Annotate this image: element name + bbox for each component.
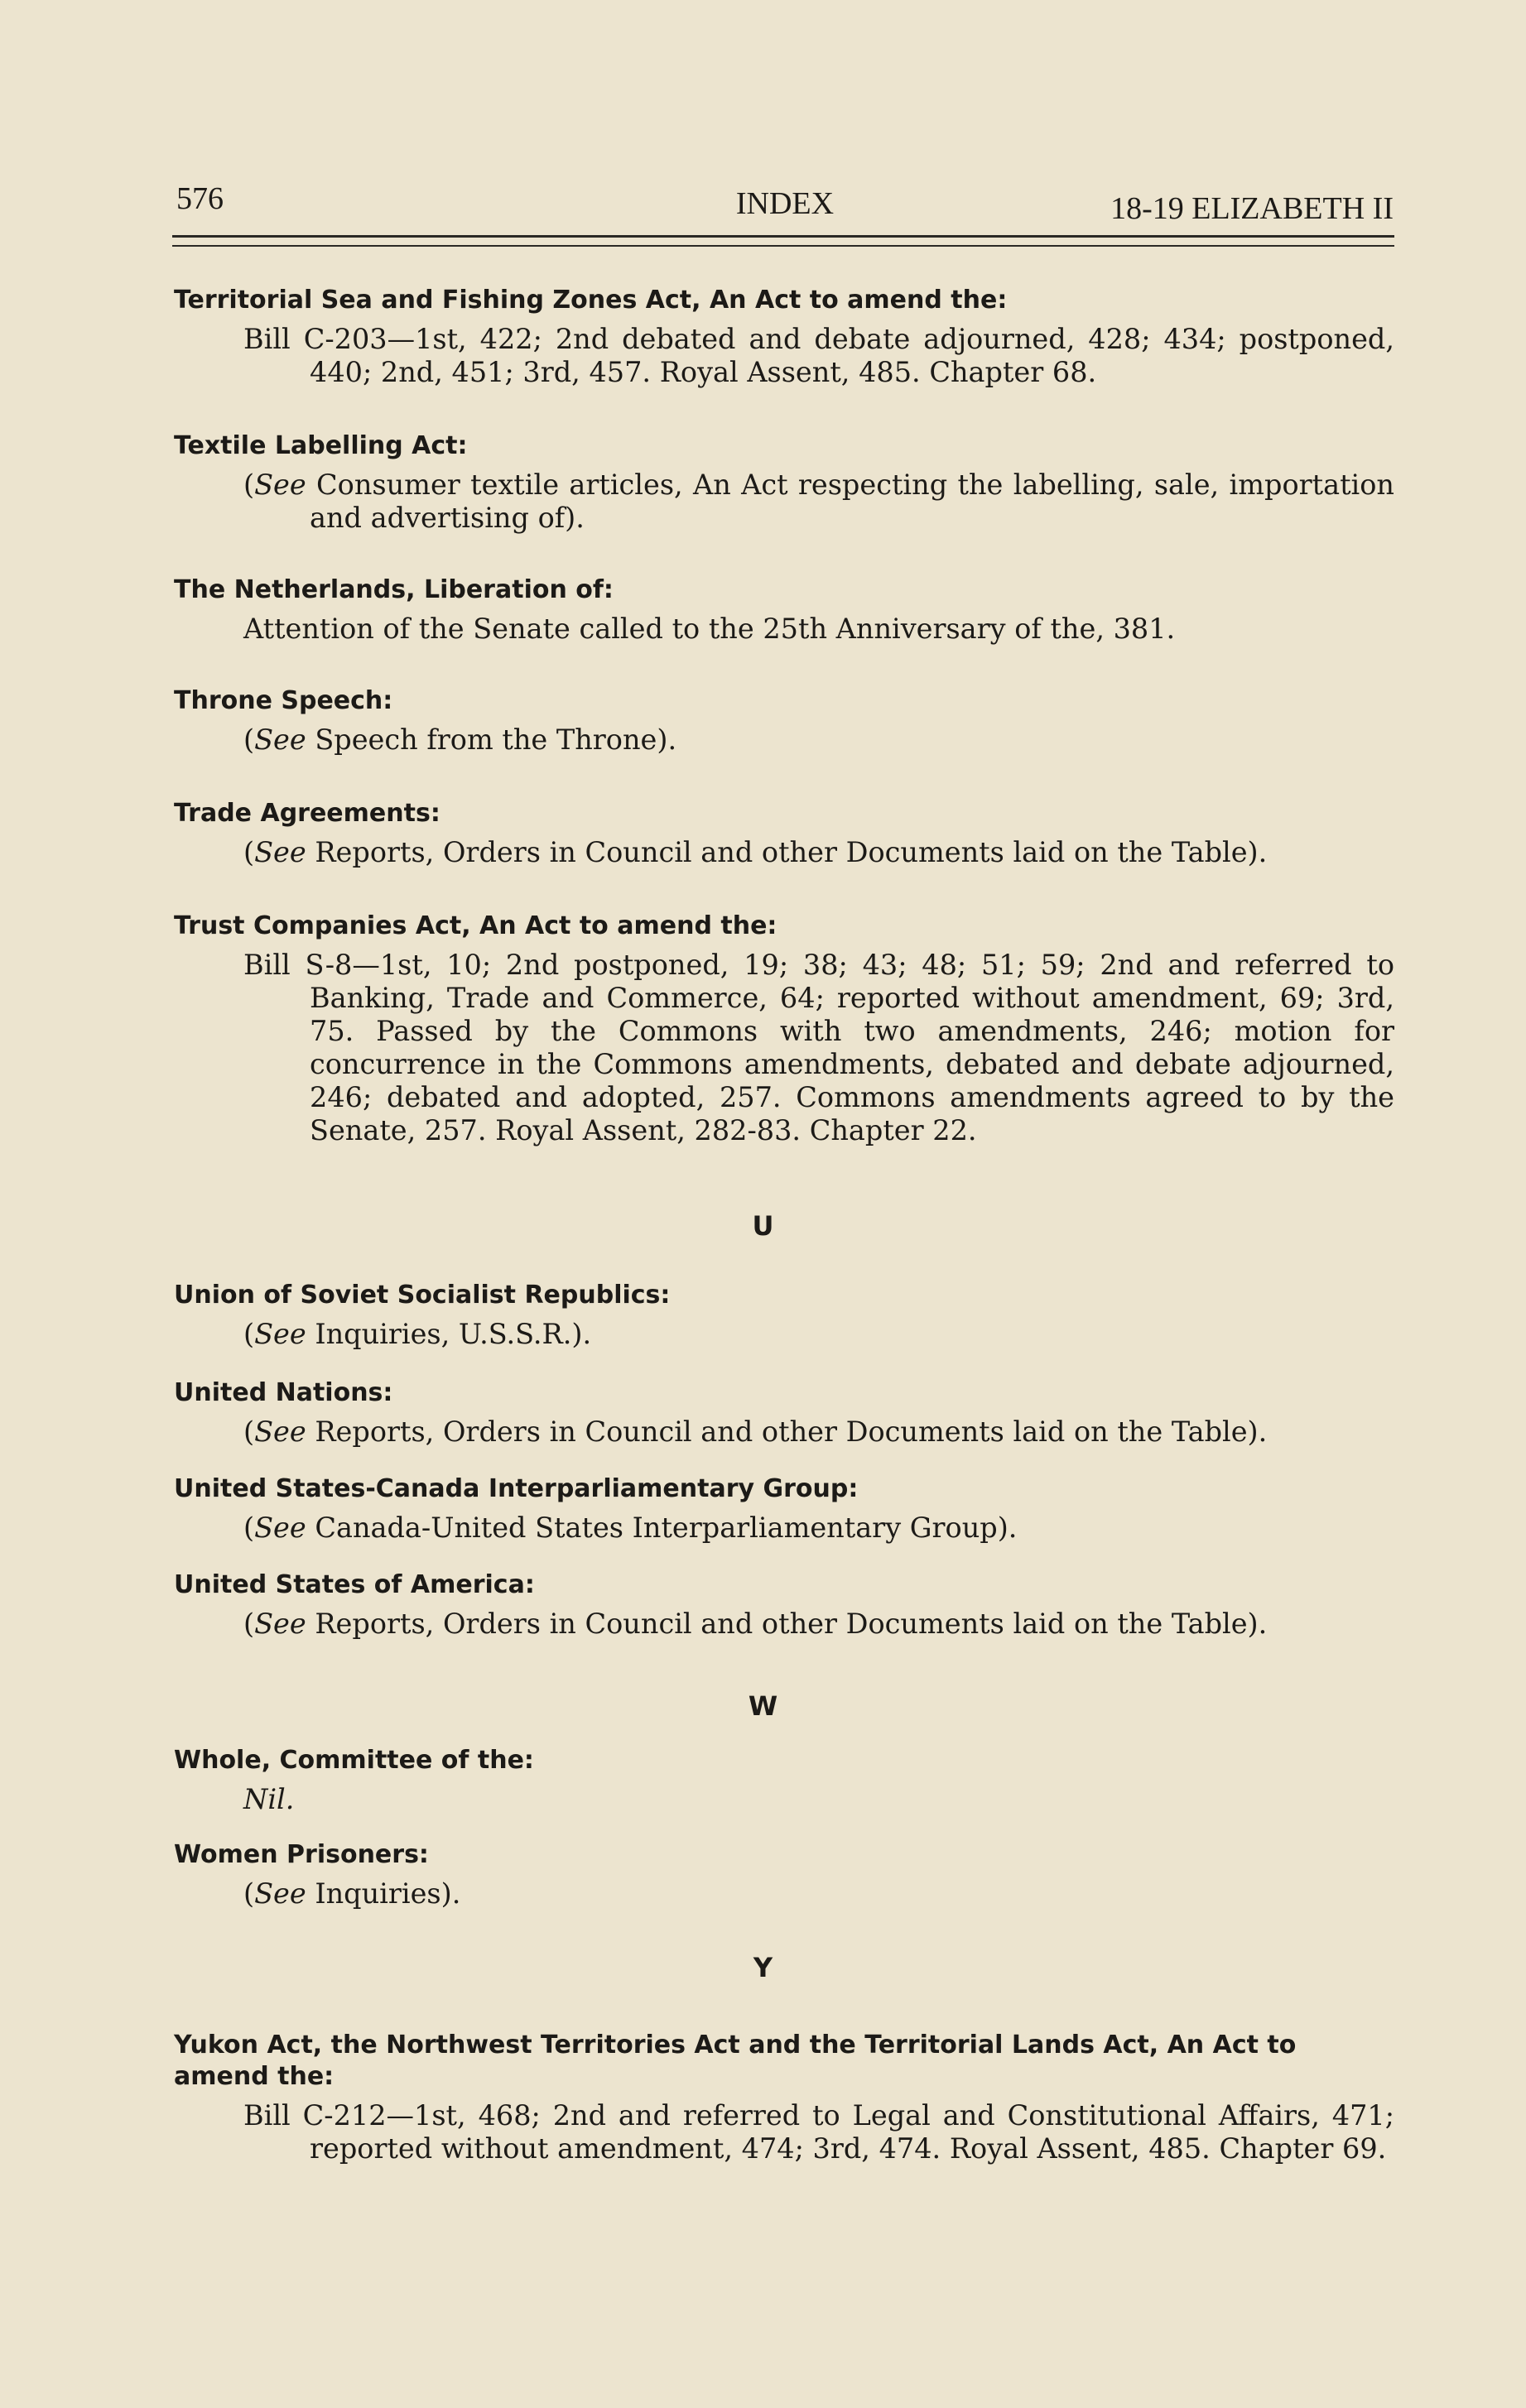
section-letter: Y bbox=[753, 1952, 773, 1983]
index-entry bbox=[174, 685, 1394, 757]
index-entry bbox=[174, 430, 1394, 535]
entry-heading: Throne Speech: bbox=[174, 686, 393, 715]
index-entry bbox=[174, 2030, 1394, 2165]
index-entry bbox=[174, 1377, 1394, 1449]
entry-heading: Whole, Committee of the: bbox=[174, 1746, 534, 1775]
entry-text: (See Reports, Orders in Council and other Documents laid on the Table). bbox=[243, 836, 1268, 868]
entry-text: (See Inquiries, U.S.S.R.). bbox=[243, 1318, 592, 1350]
index-entry bbox=[174, 1280, 1394, 1351]
entry-text: (See Inquiries). bbox=[243, 1877, 461, 1910]
see-reference: See bbox=[254, 1415, 306, 1448]
entry-text: Bill C-212—1st, 468; 2nd and referred to Legal and Constitutional Affairs, 471; reported without amendment, 474; 3rd, 474. Royal Assent, 485. Chapter 69. bbox=[243, 2099, 1394, 2165]
session-label: 18-19 ELIZABETH II bbox=[1110, 191, 1394, 226]
entry-heading: United States of America: bbox=[174, 1570, 535, 1599]
entry-text: (See Consumer textile articles, An Act respecting the labelling, sale, importation and advertising of). bbox=[243, 469, 1394, 534]
page-header bbox=[176, 180, 1394, 230]
entry-text: (See Reports, Orders in Council and other Documents laid on the Table). bbox=[243, 1608, 1268, 1640]
nil-text: Nil. bbox=[243, 1783, 295, 1815]
see-reference: See bbox=[254, 723, 306, 756]
index-entry bbox=[174, 1473, 1394, 1545]
index-entry bbox=[174, 1745, 1394, 1816]
entry-heading bbox=[174, 2030, 1394, 2093]
entry-text bbox=[174, 1783, 1394, 1816]
running-title: INDEX bbox=[735, 186, 835, 221]
entry-heading: United States-Canada Interparliamentary Group: bbox=[174, 1474, 859, 1503]
header-rule-bottom bbox=[172, 245, 1394, 247]
index-entry bbox=[174, 574, 1394, 646]
entry-heading: Trade Agreements: bbox=[174, 799, 440, 828]
entry-text: (See Reports, Orders in Council and other Documents laid on the Table). bbox=[243, 1415, 1268, 1448]
section-letter: W bbox=[748, 1690, 778, 1722]
entry-heading: United Nations: bbox=[174, 1378, 393, 1407]
entry-heading: Textile Labelling Act: bbox=[174, 431, 468, 460]
index-entry bbox=[174, 1839, 1394, 1911]
see-reference: See bbox=[254, 469, 306, 501]
entry-text: Bill C-203—1st, 422; 2nd debated and debate adjourned, 428; 434; postponed, 440; 2nd, 451; 3rd, 457. Royal Assent, 485. Chapter 68. bbox=[243, 323, 1394, 388]
entry-heading: The Netherlands, Liberation of: bbox=[174, 575, 614, 604]
page-number: 576 bbox=[176, 181, 224, 216]
entry-heading: Trust Companies Act, An Act to amend the: bbox=[174, 911, 777, 940]
see-reference: See bbox=[254, 1877, 306, 1910]
index-entry bbox=[174, 1569, 1394, 1641]
entry-heading: Union of Soviet Socialist Republics: bbox=[174, 1281, 671, 1310]
entry-heading: Territorial Sea and Fishing Zones Act, An Act to amend the: bbox=[174, 286, 1008, 315]
entry-text: Bill S-8—1st, 10; 2nd postponed, 19; 38; 43; 48; 51; 59; 2nd and referred to Banking, Trade and Commerce, 64; reported without amendment, 69; 3rd, 75. Passed by the Commons with two amendments, 246; motion for concurrence in the Commons amendments, debated and debate adjourned, 246; debated and adopted, 257. Commons amendments agreed to by the Senate, 257. Royal Assent, 282-83. Chapter 22. bbox=[243, 949, 1394, 1146]
index-entry bbox=[174, 285, 1394, 389]
entry-heading-line: Yukon Act, the Northwest Territories Act and the Territorial Lands Act, An Act to bbox=[174, 2031, 1297, 2060]
see-reference: See bbox=[254, 836, 306, 868]
entry-text: (See Canada-United States Interparliamentary Group). bbox=[243, 1512, 1018, 1544]
see-reference: See bbox=[254, 1318, 306, 1350]
see-reference: See bbox=[254, 1512, 306, 1544]
index-entry bbox=[174, 798, 1394, 869]
header-rule-top bbox=[172, 235, 1394, 238]
entry-text: (See Speech from the Throne). bbox=[243, 723, 677, 756]
entry-heading: Women Prisoners: bbox=[174, 1840, 429, 1869]
see-reference: See bbox=[254, 1608, 306, 1640]
entry-heading-line: amend the: bbox=[174, 2062, 335, 2091]
index-entry bbox=[174, 911, 1394, 1147]
entry-text: Attention of the Senate called to the 25th Anniversary of the, 381. bbox=[243, 613, 1176, 645]
section-letter: U bbox=[752, 1210, 774, 1242]
